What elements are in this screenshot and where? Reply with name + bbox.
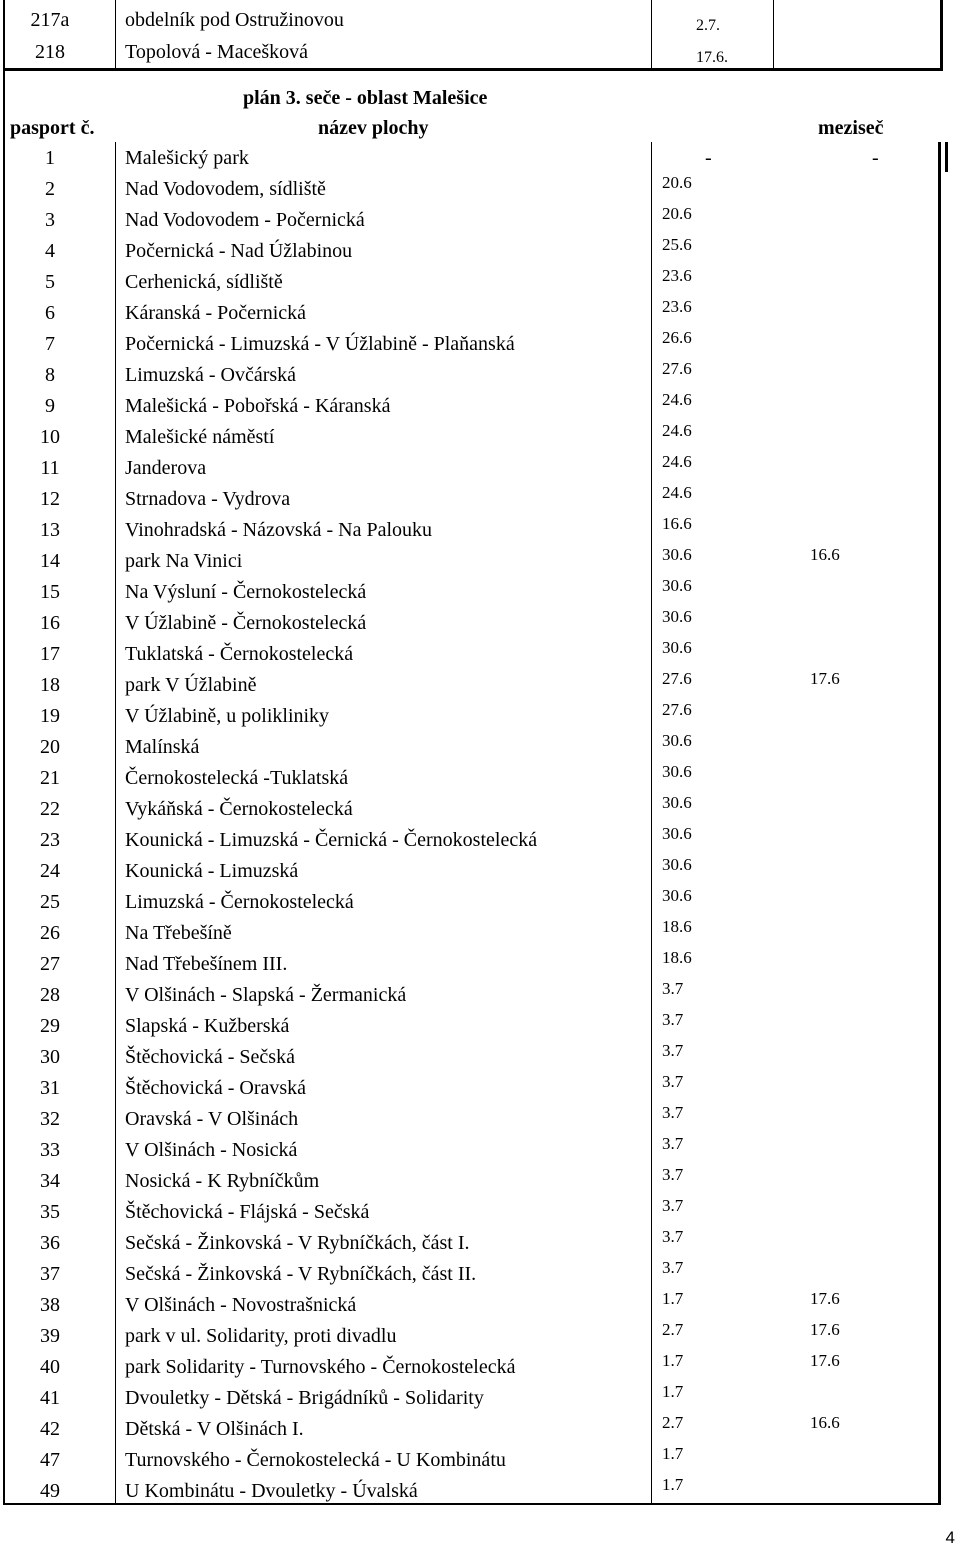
- mowing-date: 3.7: [662, 1103, 684, 1122]
- area-name: Štěchovická - Flájská - Sečská: [125, 1201, 370, 1223]
- table-row: [0, 1442, 945, 1473]
- area-name: Štěchovická - Sečská: [125, 1046, 295, 1068]
- passport-number: 11: [40, 457, 60, 479]
- mid-mowing-date: [810, 636, 890, 669]
- area-name: Kounická - Limuzská: [125, 860, 299, 882]
- mid-mowing-date: 17.6: [810, 669, 840, 688]
- table-row: [0, 1473, 945, 1504]
- area-name: Na Třebešíně: [125, 922, 232, 944]
- area-name: Nad Třebešínem III.: [125, 953, 288, 975]
- mowing-date: 3.7: [662, 1227, 684, 1246]
- area-name: Sečská - Žinkovská - V Rybníčkách, část II.: [125, 1263, 477, 1285]
- area-name: V Olšinách - Nosická: [125, 1139, 298, 1161]
- area-name: park Na Vinici: [125, 550, 243, 572]
- mid-mowing-date: [810, 1101, 890, 1134]
- passport-number: 25: [40, 891, 60, 913]
- area-name: Slapská - Kužberská: [125, 1015, 290, 1037]
- table-row: [0, 171, 945, 202]
- passport-number: 19: [40, 705, 60, 727]
- column-divider-2: [651, 0, 652, 70]
- header-right-mark: [945, 142, 948, 172]
- mid-mowing-date: [810, 1163, 890, 1196]
- passport-number: 35: [40, 1201, 60, 1223]
- table-row: [0, 450, 945, 481]
- area-name: obdelník pod Ostružinovou: [125, 9, 344, 31]
- table-row: [0, 977, 945, 1008]
- mowing-date: 16.6: [662, 514, 692, 533]
- passport-number: 38: [40, 1294, 60, 1316]
- mowing-date: 2.7: [662, 1320, 684, 1339]
- table-row: [0, 1256, 945, 1287]
- passport-number: 18: [40, 674, 60, 696]
- table-right-border-top: [940, 0, 943, 70]
- passport-number: 34: [40, 1170, 60, 1192]
- mowing-date: 3.7: [662, 1041, 684, 1060]
- table-row: [0, 1039, 945, 1070]
- passport-number: 28: [40, 984, 60, 1006]
- mid-mowing-date: 16.6: [810, 545, 840, 564]
- table-row: [0, 357, 945, 388]
- mowing-date: 23.6: [662, 266, 692, 285]
- passport-number: 42: [40, 1418, 60, 1440]
- passport-number: 7: [45, 333, 55, 355]
- table-row: [0, 233, 945, 264]
- mowing-date: 2.7: [662, 1413, 684, 1432]
- mowing-date: 18.6: [662, 917, 692, 936]
- mowing-date: 23.6: [662, 297, 692, 316]
- passport-number: 40: [40, 1356, 60, 1378]
- mowing-date: 30.6: [662, 793, 692, 812]
- passport-number: 13: [40, 519, 60, 541]
- mowing-date: 3.7: [662, 1196, 684, 1215]
- table-row: [0, 853, 945, 884]
- area-name: Počernická - Limuzská - V Úžlabině - Plaňanská: [125, 333, 515, 355]
- passport-number: 26: [40, 922, 60, 944]
- passport-number: 218: [35, 41, 65, 63]
- mid-mowing-date: 16.6: [810, 1413, 840, 1432]
- mid-mowing-date: [810, 1256, 890, 1289]
- mowing-date: 3.7: [662, 1134, 684, 1153]
- mowing-date: 30.6: [662, 855, 692, 874]
- passport-number: 33: [40, 1139, 60, 1161]
- table-row: [0, 760, 945, 791]
- mid-mowing-date: [810, 4, 890, 37]
- table-row: [0, 636, 945, 667]
- table-row: [0, 295, 945, 326]
- area-name: Limuzská - Černokostelecká: [125, 891, 354, 913]
- table-row: [0, 36, 945, 67]
- mid-mowing-date: [810, 357, 890, 390]
- area-name: Nosická - K Rybníčkům: [125, 1170, 320, 1192]
- table-row: [0, 667, 945, 698]
- table-row: [0, 202, 945, 233]
- area-name: Počernická - Nad Úžlabinou: [125, 240, 353, 262]
- table-row: [0, 1380, 945, 1411]
- area-name: park V Úžlabině: [125, 674, 257, 696]
- area-name: Malešická - Pobořská - Káranská: [125, 395, 391, 417]
- table-row: [0, 326, 945, 357]
- column-header-mid-mowing: meziseč: [818, 117, 884, 139]
- mowing-date: 1.7: [662, 1444, 684, 1463]
- passport-number: 217a: [30, 9, 70, 31]
- mid-mowing-date: [810, 574, 890, 607]
- area-name: V Úžlabině - Černokostelecká: [125, 612, 367, 634]
- mid-mowing-date: [810, 977, 890, 1010]
- passport-number: 5: [45, 271, 55, 293]
- mowing-date: 30.6: [662, 607, 692, 626]
- passport-number: 12: [40, 488, 60, 510]
- mowing-date: 25.6: [662, 235, 692, 254]
- area-name: Cerhenická, sídliště: [125, 271, 283, 293]
- mid-mowing-date: [810, 419, 890, 452]
- passport-number: 23: [40, 829, 60, 851]
- table-row: [0, 822, 945, 853]
- table-row: [0, 419, 945, 450]
- mowing-date: 3.7: [662, 1165, 684, 1184]
- table-row: [0, 791, 945, 822]
- mid-mowing-date: 17.6: [810, 1289, 840, 1308]
- column-divider-2-main: [651, 142, 652, 1505]
- mid-mowing-date: [810, 295, 890, 328]
- area-name: Oravská - V Olšinách: [125, 1108, 299, 1130]
- mowing-date: -: [705, 147, 712, 169]
- column-divider-1-main: [115, 142, 116, 1505]
- mowing-date: 17.6.: [696, 49, 728, 66]
- area-name: Sečská - Žinkovská - V Rybníčkách, část I.: [125, 1232, 470, 1254]
- passport-number: 24: [40, 860, 60, 882]
- table-row: [0, 388, 945, 419]
- table-row: [0, 574, 945, 605]
- passport-number: 1: [45, 147, 55, 169]
- table-row: [0, 512, 945, 543]
- mowing-date: 24.6: [662, 390, 692, 409]
- passport-number: 14: [40, 550, 60, 572]
- mowing-date: 30.6: [662, 731, 692, 750]
- mowing-date: 3.7: [662, 1258, 684, 1277]
- mid-mowing-date: 17.6: [810, 1351, 840, 1370]
- table-row: [0, 1318, 945, 1349]
- table-row: [0, 1349, 945, 1380]
- mid-mowing-date: [810, 1132, 890, 1165]
- table-row: [0, 1411, 945, 1442]
- table-row: [0, 1225, 945, 1256]
- area-name: Na Výsluní - Černokostelecká: [125, 581, 367, 603]
- mid-mowing-date: [810, 1070, 890, 1103]
- mowing-date: 20.6: [662, 173, 692, 192]
- mid-mowing-date: [810, 233, 890, 266]
- mowing-date: 3.7: [662, 1072, 684, 1091]
- mid-mowing-date: [810, 36, 890, 69]
- mowing-date: 27.6: [662, 669, 692, 688]
- passport-number: 22: [40, 798, 60, 820]
- area-name: Nad Vodovodem, sídliště: [125, 178, 326, 200]
- passport-number: 36: [40, 1232, 60, 1254]
- mid-mowing-date: [810, 884, 890, 917]
- column-divider-1: [115, 0, 116, 70]
- passport-number: 9: [45, 395, 55, 417]
- passport-number: 3: [45, 209, 55, 231]
- column-header-passport: pasport č.: [10, 117, 95, 139]
- mowing-date: 20.6: [662, 204, 692, 223]
- passport-number: 39: [40, 1325, 60, 1347]
- table-row: [0, 264, 945, 295]
- passport-number: 17: [40, 643, 60, 665]
- table-right-border-main: [938, 142, 941, 1505]
- passport-number: 2: [45, 178, 55, 200]
- mid-mowing-date: [810, 1473, 890, 1506]
- mid-mowing-date: [810, 791, 890, 824]
- section-title: plán 3. seče - oblast Malešice: [243, 87, 488, 109]
- mowing-date: 27.6: [662, 359, 692, 378]
- mid-mowing-date: [810, 450, 890, 483]
- mowing-date: 24.6: [662, 483, 692, 502]
- area-name: V Olšinách - Slapská - Žermanická: [125, 984, 407, 1006]
- mowing-date: 26.6: [662, 328, 692, 347]
- area-name: Janderova: [125, 457, 207, 479]
- area-name: V Olšinách - Novostrašnická: [125, 1294, 357, 1316]
- mid-mowing-date: [810, 1442, 890, 1475]
- area-name: park v ul. Solidarity, proti divadlu: [125, 1325, 397, 1347]
- area-name: Strnadova - Vydrova: [125, 488, 291, 510]
- mid-mowing-date: [810, 264, 890, 297]
- table-row: [0, 1163, 945, 1194]
- mid-mowing-date: [810, 388, 890, 421]
- area-name: Malínská: [125, 736, 200, 758]
- page-number: 4: [945, 1528, 955, 1547]
- passport-number: 4: [45, 240, 55, 262]
- area-name: Limuzská - Ovčárská: [125, 364, 297, 386]
- mowing-date: 30.6: [662, 576, 692, 595]
- passport-number: 27: [40, 953, 60, 975]
- mowing-date: 1.7: [662, 1475, 684, 1494]
- area-name: U Kombinátu - Dvouletky - Úvalská: [125, 1480, 418, 1502]
- passport-number: 49: [40, 1480, 60, 1502]
- mid-mowing-date: [810, 1039, 890, 1072]
- passport-number: 41: [40, 1387, 60, 1409]
- table-row: [0, 729, 945, 760]
- table-row: [0, 946, 945, 977]
- area-name: Malešické náměstí: [125, 426, 275, 448]
- mid-mowing-date: [810, 760, 890, 793]
- passport-number: 20: [40, 736, 60, 758]
- mid-mowing-date: [810, 946, 890, 979]
- mowing-date: 30.6: [662, 886, 692, 905]
- table-row: [0, 481, 945, 512]
- passport-number: 37: [40, 1263, 60, 1285]
- mid-mowing-date: [810, 1225, 890, 1258]
- mid-mowing-date: [810, 729, 890, 762]
- mowing-date: 30.6: [662, 545, 692, 564]
- area-name: Turnovského - Černokostelecká - U Kombinátu: [125, 1449, 506, 1471]
- mid-mowing-date: [810, 605, 890, 638]
- area-name: Malešický park: [125, 147, 249, 169]
- table-left-border: [3, 0, 5, 1505]
- mid-mowing-date: [810, 1194, 890, 1227]
- passport-number: 32: [40, 1108, 60, 1130]
- passport-number: 15: [40, 581, 60, 603]
- area-name: Topolová - Macešková: [125, 41, 308, 63]
- area-name: park Solidarity - Turnovského - Černokostelecká: [125, 1356, 516, 1378]
- mowing-date: 3.7: [662, 1010, 684, 1029]
- area-name: Štěchovická - Oravská: [125, 1077, 307, 1099]
- mid-mowing-date: 17.6: [810, 1320, 840, 1339]
- area-name: Dětská - V Olšinách I.: [125, 1418, 304, 1440]
- mowing-date: 24.6: [662, 421, 692, 440]
- mowing-date: 2.7.: [696, 17, 720, 34]
- mid-mowing-date: [810, 481, 890, 514]
- column-header-area-name: název plochy: [318, 117, 429, 139]
- area-name: Nad Vodovodem - Počernická: [125, 209, 365, 231]
- table-row: [0, 1287, 945, 1318]
- table-row: [0, 698, 945, 729]
- passport-number: 30: [40, 1046, 60, 1068]
- area-name: Černokostelecká -Tuklatská: [125, 767, 349, 789]
- area-name: Kounická - Limuzská - Černická - Černokostelecká: [125, 829, 538, 851]
- table-row: [0, 915, 945, 946]
- mowing-date: 30.6: [662, 638, 692, 657]
- passport-number: 21: [40, 767, 60, 789]
- mid-mowing-date: [810, 326, 890, 359]
- area-name: Dvouletky - Dětská - Brigádníků - Solidarity: [125, 1387, 484, 1409]
- area-name: Vykáňská - Černokostelecká: [125, 798, 353, 820]
- mid-mowing-date: -: [872, 147, 879, 169]
- mid-mowing-date: [810, 202, 890, 235]
- mid-mowing-date: [810, 1008, 890, 1041]
- table-row: [0, 1101, 945, 1132]
- table-row: [0, 1132, 945, 1163]
- mid-mowing-date: [810, 822, 890, 855]
- mid-mowing-date: [810, 853, 890, 886]
- passport-number: 47: [40, 1449, 60, 1471]
- mowing-date: 1.7: [662, 1382, 684, 1401]
- mid-mowing-date: [810, 915, 890, 948]
- table-row: [0, 1194, 945, 1225]
- mowing-date: 30.6: [662, 824, 692, 843]
- table-row: [0, 140, 945, 171]
- mid-mowing-date: [810, 698, 890, 731]
- passport-number: 29: [40, 1015, 60, 1037]
- passport-number: 31: [40, 1077, 60, 1099]
- passport-number: 6: [45, 302, 55, 324]
- mowing-date: 24.6: [662, 452, 692, 471]
- passport-number: 8: [45, 364, 55, 386]
- mowing-date: 3.7: [662, 979, 684, 998]
- area-name: Káranská - Počernická: [125, 302, 307, 324]
- table-row: [0, 543, 945, 574]
- table-bottom-border: [3, 1503, 941, 1505]
- passport-number: 10: [40, 426, 60, 448]
- mowing-date: 27.6: [662, 700, 692, 719]
- area-name: Tuklatská - Černokostelecká: [125, 643, 354, 665]
- mowing-date: 30.6: [662, 762, 692, 781]
- mid-mowing-date: [810, 171, 890, 204]
- mowing-date: 18.6: [662, 948, 692, 967]
- column-divider-3: [773, 0, 774, 70]
- mowing-date: 1.7: [662, 1351, 684, 1370]
- top-section-divider: [3, 68, 943, 71]
- mid-mowing-date: [810, 512, 890, 545]
- area-name: V Úžlabině, u polikliniky: [125, 705, 330, 727]
- table-row: [0, 4, 945, 35]
- table-row: [0, 1070, 945, 1101]
- table-row: [0, 884, 945, 915]
- area-name: Vinohradská - Názovská - Na Palouku: [125, 519, 433, 541]
- mowing-date: 1.7: [662, 1289, 684, 1308]
- table-row: [0, 605, 945, 636]
- passport-number: 16: [40, 612, 60, 634]
- mid-mowing-date: [810, 1380, 890, 1413]
- table-row: [0, 1008, 945, 1039]
